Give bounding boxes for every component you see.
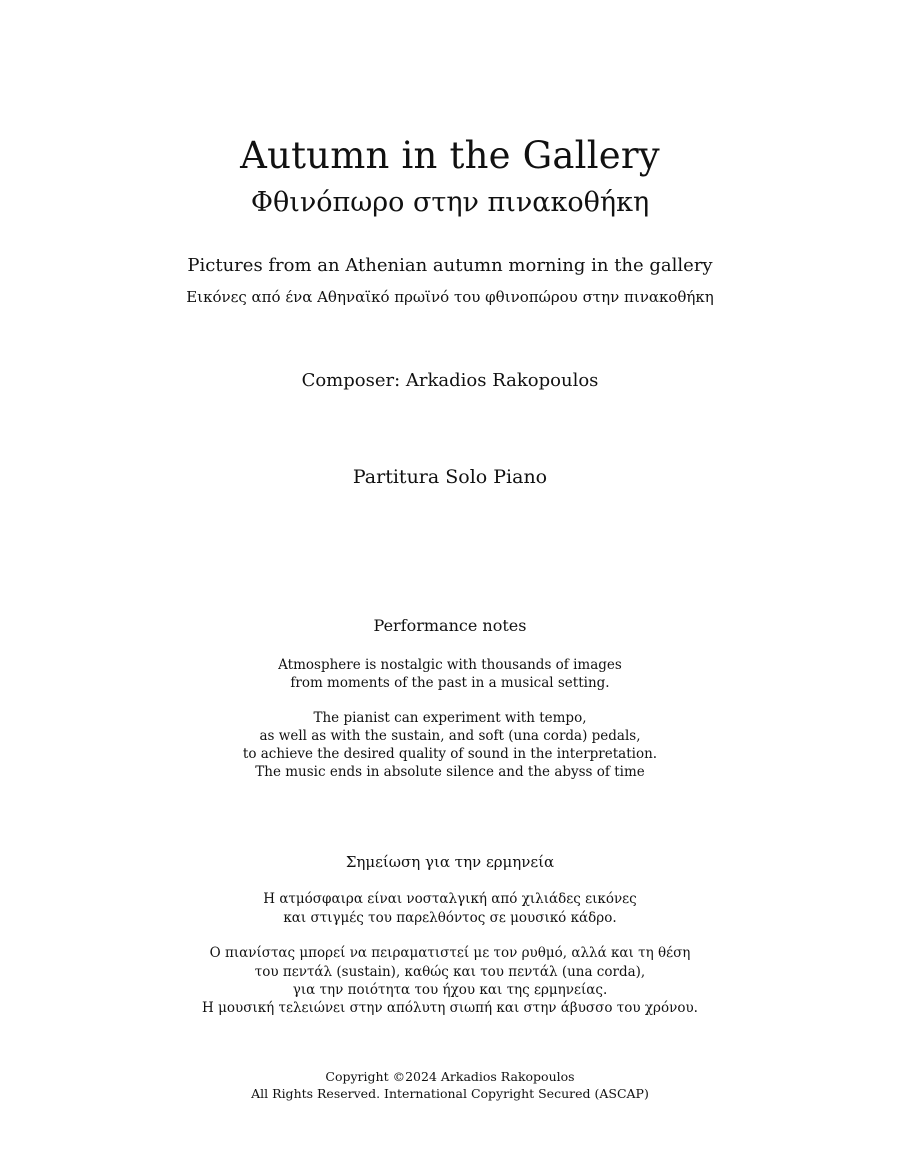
title-greek: Φθινόπωρο στην πινακοθήκη [250,187,650,218]
composer-credit: Composer: Arkadios Rakopoulos [301,370,599,391]
greek-notes-line: Η μουσική τελειώνει στην απόλυτη σιωπή και στην άβυσσο του χρόνου. [202,1000,698,1016]
greek-notes-line: Ο πιανίστας μπορεί να πειραματιστεί με τον ρυθμό, αλλά και τη θέση [209,945,691,961]
greek-notes-line: Η ατμόσφαιρα είναι νοσταλγική από χιλιάδες εικόνες [263,891,637,907]
greek-notes-line: του πεντάλ (sustain), καθώς και του πεντάλ (una corda), [254,964,646,980]
subtitle-greek: Εικόνες από ένα Αθηναϊκό πρωϊνό του φθινοπώρου στην πινακοθήκη [186,288,714,306]
edition-label: Partitura Solo Piano [352,466,548,488]
greek-notes-heading: Σημείωση για την ερμηνεία [345,853,555,871]
notes-line: The music ends in absolute silence and the abyss of time [255,764,645,780]
notes-line: as well as with the sustain, and soft (una corda) pedals, [259,728,641,744]
subtitle-english: Pictures from an Athenian autumn morning in the gallery [187,255,713,276]
notes-line: The pianist can experiment with tempo, [313,710,587,726]
title-english: Autumn in the Gallery [240,134,660,177]
notes-line: from moments of the past in a musical setting. [290,675,610,691]
performance-notes-heading: Performance notes [373,616,527,635]
copyright-line: All Rights Reserved. International Copyright Secured (ASCAP) [251,1086,649,1101]
copyright-line: Copyright ©2024 Arkadios Rakopoulos [325,1069,575,1084]
notes-line: to achieve the desired quality of sound in the interpretation. [242,746,658,762]
greek-notes-line: για την ποιότητα του ήχου και της ερμηνείας. [292,982,608,998]
notes-line: Atmosphere is nostalgic with thousands of images [278,657,622,673]
greek-notes-line: και στιγμές του παρελθόντος σε μουσικό κάδρο. [283,910,617,926]
